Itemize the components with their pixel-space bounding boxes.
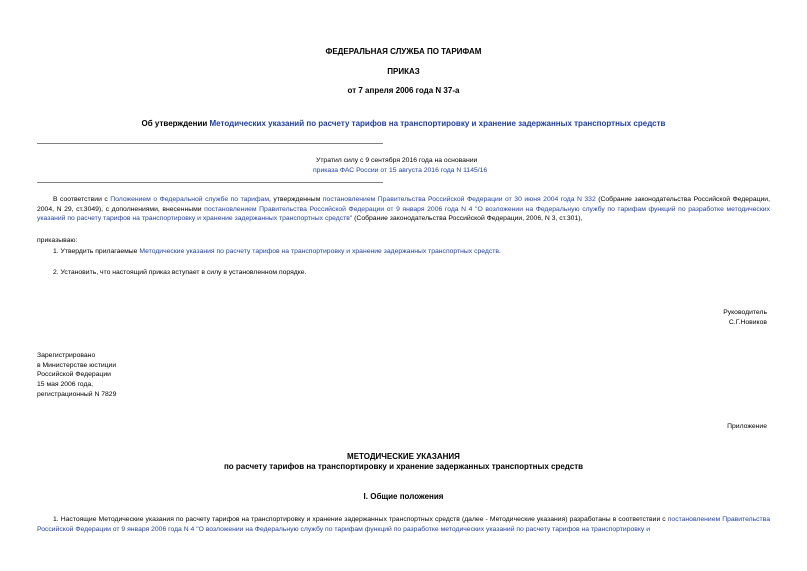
item1-text-2: . [498, 248, 501, 255]
methodology-subtitle: по расчету тарифов на транспортировку и хранение задержанных транспортных средств [223, 462, 584, 471]
notice-bottom-rule [37, 182, 383, 183]
preamble-paragraph [37, 195, 770, 224]
preamble-text-4: (Собрание законодательства Российской Федерации, 2006, N 3, ст.301), [352, 215, 583, 223]
agency-name: ФЕДЕРАЛЬНАЯ СЛУЖБА ПО ТАРИФАМ [325, 47, 482, 56]
registration-line-3: Российской Федерации [37, 371, 111, 378]
registration-line-1: Зарегистрировано [37, 352, 96, 359]
methodology-p1-text: 1. Настоящие Методические указания по расчету тарифов на транспортировку и хранение задержанных транспортных средств (далее - Методические указания) разработаны в соответствии с [53, 516, 668, 523]
doc-title [0, 119, 807, 128]
notice-text: Утратил силу с 9 сентября 2016 года на основании [316, 157, 478, 164]
preamble-link-1[interactable]: Положением о Федеральной службе по тарифам [110, 196, 270, 203]
preamble-text-2: , утвержденным [269, 196, 323, 203]
methodology-title: МЕТОДИЧЕСКИЕ УКАЗАНИЯ [347, 452, 460, 461]
registration-line-5: регистрационный N 7829 [37, 391, 117, 398]
registration-line-2: в Министерстве юстиции [37, 362, 117, 369]
methodology-p1-link[interactable]: постановлением Правительства Российской Федерации от 9 января 2006 года N 4 "О возложении на Федеральную службу по тарифам функций по разработке методических указаний по расчету тарифов на транспортировку и [37, 516, 770, 533]
doc-date: от 7 апреля 2006 года N 37-а [347, 86, 460, 95]
methodology-paragraph-1 [37, 515, 770, 534]
preamble-text-3: (Собрание законодательства Российской Федерации, 2004, N 29, ст.3049), с дополнениями, внесенными [37, 196, 770, 213]
registration-line-4: 15 мая 2006 года, [37, 381, 94, 388]
order-item-2: 2. Установить, что настоящий приказ вступает в силу в установленном порядке. [53, 269, 307, 276]
section-heading: I. Общие положения [363, 492, 444, 501]
preamble-text-1: В соответствии с [53, 196, 111, 203]
preamble-link-2[interactable]: постановлением Правительства Российской Федерации от 30 июня 2004 года N 332 [322, 196, 596, 203]
doc-title-prefix: Об утверждении [141, 119, 210, 128]
preamble-link-3[interactable]: постановлением Правительства Российской Федерации от 9 января 2006 года N 4 "О возложении на Федеральную службу по тарифам функций по разработке методических указаний по расчету тарифов на транспортировку и хранение задержанных транспортных средств" [37, 205, 770, 223]
order-word: приказываю: [37, 237, 78, 244]
notice-top-rule [37, 143, 383, 144]
item1-text-1: 1. Утвердить прилагаемые [53, 248, 140, 255]
doc-title-link[interactable]: Методических указаний по расчету тарифов на транспортировку и хранение задержанных транспортных средств [209, 119, 666, 128]
appendix-label: Приложение [727, 423, 767, 430]
notice-link[interactable]: приказа ФАС России от 15 августа 2016 года N 1145/16 [313, 167, 488, 174]
order-item-1 [53, 247, 501, 256]
signature-name: С.Г.Новиков [728, 319, 767, 326]
signature-role: Руководитель [723, 309, 767, 316]
doc-type: ПРИКАЗ [387, 67, 420, 76]
item1-link[interactable]: Методические указания по расчету тарифов на транспортировку и хранение задержанных транспортных средств [139, 248, 499, 255]
